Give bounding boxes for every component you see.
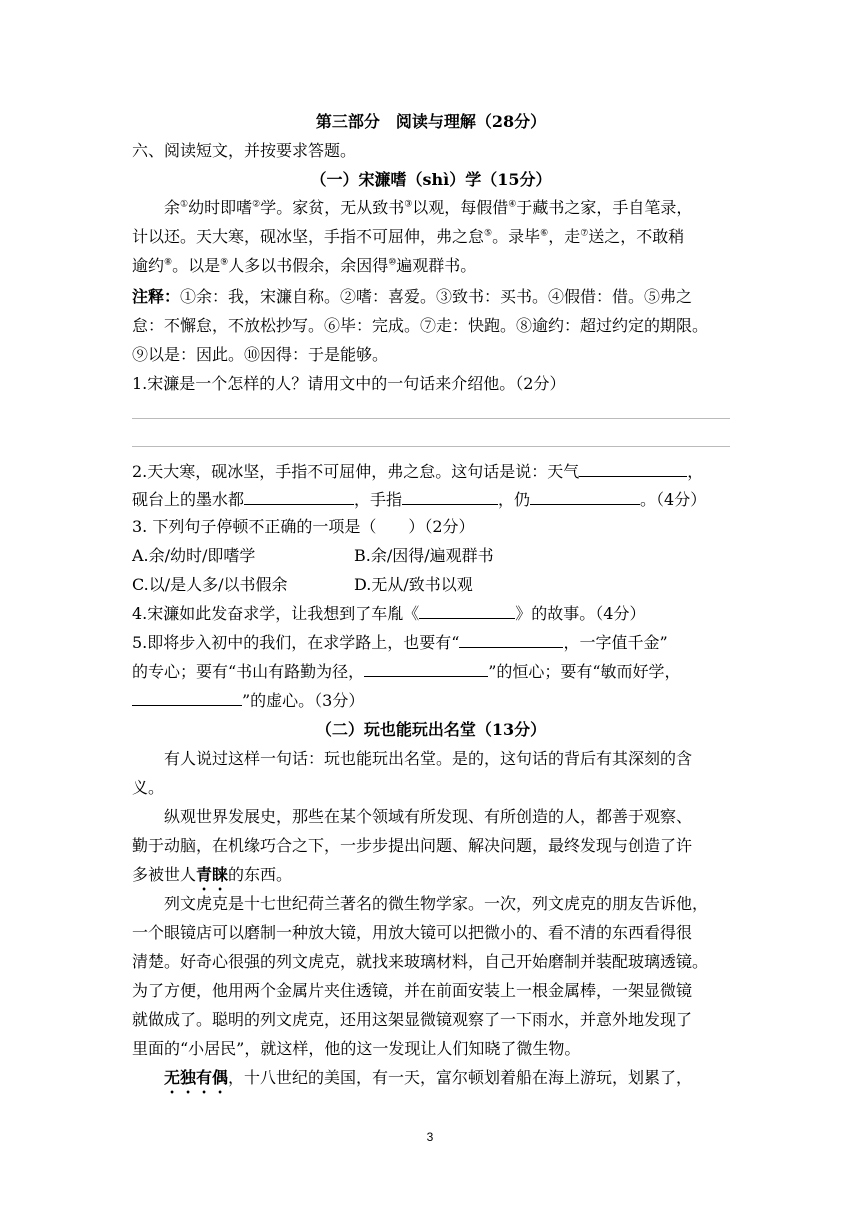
passage2-line: 为了方便，他用两个金属片夹住透镜，并在前面安装上一根金属棒，一架显微镜	[132, 981, 693, 1000]
answer-line[interactable]	[132, 446, 730, 447]
fill-blank[interactable]	[402, 486, 498, 505]
passage2-line: 勤于动脑，在机缘巧合之下，一步步提出问题、解决问题，最终发现与创造了许	[132, 836, 693, 855]
fill-blank[interactable]	[459, 629, 563, 648]
passage1-line: 逾约⑧。以是⑨人多以书假余，余因得⑩遍观群书。	[132, 256, 477, 275]
fill-blank[interactable]	[244, 486, 354, 505]
question-5: 5.即将步入初中的我们，在求学路上，也要有“ ，一字值千金”	[132, 629, 730, 657]
question-3: 3. 下列句子停顿不正确的一项是（ ）（2分）	[132, 517, 475, 536]
section-heading: 六、阅读短文，并按要求答题。	[132, 141, 357, 160]
option-d[interactable]: D.无从/致书以观	[354, 575, 473, 594]
passage1-title: （一）宋濂嗜（shì）学（15分）	[310, 170, 552, 189]
passage2-line: 里面的“小居民”，就这样，他的这一发现让人们知晓了微生物。	[132, 1039, 581, 1058]
passage2-title: （二）玩也能玩出名堂（13分）	[315, 720, 547, 739]
passage2-line: 就做成了。聪明的列文虎克，还用这架显微镜观察了一下雨水，并意外地发现了	[132, 1010, 693, 1029]
page-number: 3	[426, 1130, 434, 1144]
fill-blank[interactable]	[579, 458, 687, 477]
option-c[interactable]: C.以/是人多/以书假余	[132, 575, 288, 594]
emphasized-word: 青睐	[196, 865, 229, 884]
passage2-line: 义。	[132, 778, 165, 797]
question-2: 2.天大寒，砚冰坚，手指不可屈伸，弗之怠。这句话是说：天气 ，	[132, 458, 730, 486]
passage2-line: 无独有偶，十八世纪的美国，有一天，富尔顿划着船在海上游玩，划累了，	[164, 1068, 693, 1087]
passage2-line: 列文虎克是十七世纪荷兰著名的微生物学家。一次，列文虎克的朋友告诉他，	[164, 894, 709, 913]
options-row	[132, 542, 730, 570]
part-title: 第三部分 阅读与理解（28分）	[315, 112, 547, 131]
passage2-line: 一个眼镜店可以磨制一种放大镜，用放大镜可以把微小的、看不清的东西看得很	[132, 923, 693, 942]
question-5-cont: ”的虚心。（3分）	[132, 687, 730, 715]
passage1-line: 余①幼时即嗜②学。家贫，无从致书③以观，每假借④于藏书之家，手自笔录，	[164, 198, 693, 217]
passage2-line: 纵观世界发展史，那些在某个领域有所发现、有所创造的人，都善于观察、	[164, 807, 693, 826]
emphasized-word: 无独有偶	[164, 1068, 229, 1087]
option-b[interactable]: B.余/因得/遍观群书	[354, 546, 494, 565]
fill-blank[interactable]	[132, 687, 242, 706]
fill-blank[interactable]	[530, 486, 640, 505]
options-row	[132, 571, 730, 599]
passage2-line: 清楚。好奇心很强的列文虎克，就找来玻璃材料，自己开始磨制并装配玻璃透镜。	[132, 952, 709, 971]
fill-blank[interactable]	[419, 600, 515, 619]
fill-blank[interactable]	[364, 658, 488, 677]
passage2-line: 多被世人青睐的东西。	[132, 865, 293, 884]
annotation-line: ⑨以是：因此。⑩因得：于是能够。	[132, 345, 389, 364]
question-4: 4.宋濂如此发奋求学，让我想到了车胤《 》的故事。（4分）	[132, 600, 730, 628]
passage2-line: 有人说过这样一句话：玩也能玩出名堂。是的，这句话的背后有其深刻的含	[164, 749, 693, 768]
annotation-line: 注释：①余：我，宋濂自称。②嗜：喜爱。③致书：买书。④假借：借。⑤弗之	[132, 287, 693, 306]
answer-line[interactable]	[132, 418, 730, 419]
question-1: 1.宋濂是一个怎样的人？请用文中的一句话来介绍他。（2分）	[132, 374, 566, 393]
passage1-line: 计以还。天大寒，砚冰坚，手指不可屈伸，弗之怠⑤。录毕⑥，走⑦送之，不敢稍	[132, 227, 685, 246]
question-5-cont: 的专心；要有“书山有路勤为径， ”的恒心；要有“敏而好学，	[132, 658, 730, 686]
question-2-cont: 砚台上的墨水都 ，手指 ，仍 。（4分）	[132, 486, 730, 514]
option-a[interactable]: A.余/幼时/即嗜学	[132, 546, 256, 565]
annotation-line: 怠：不懈怠，不放松抄写。⑥毕：完成。⑦走：快跑。⑧逾约：超过约定的期限。	[132, 316, 709, 335]
